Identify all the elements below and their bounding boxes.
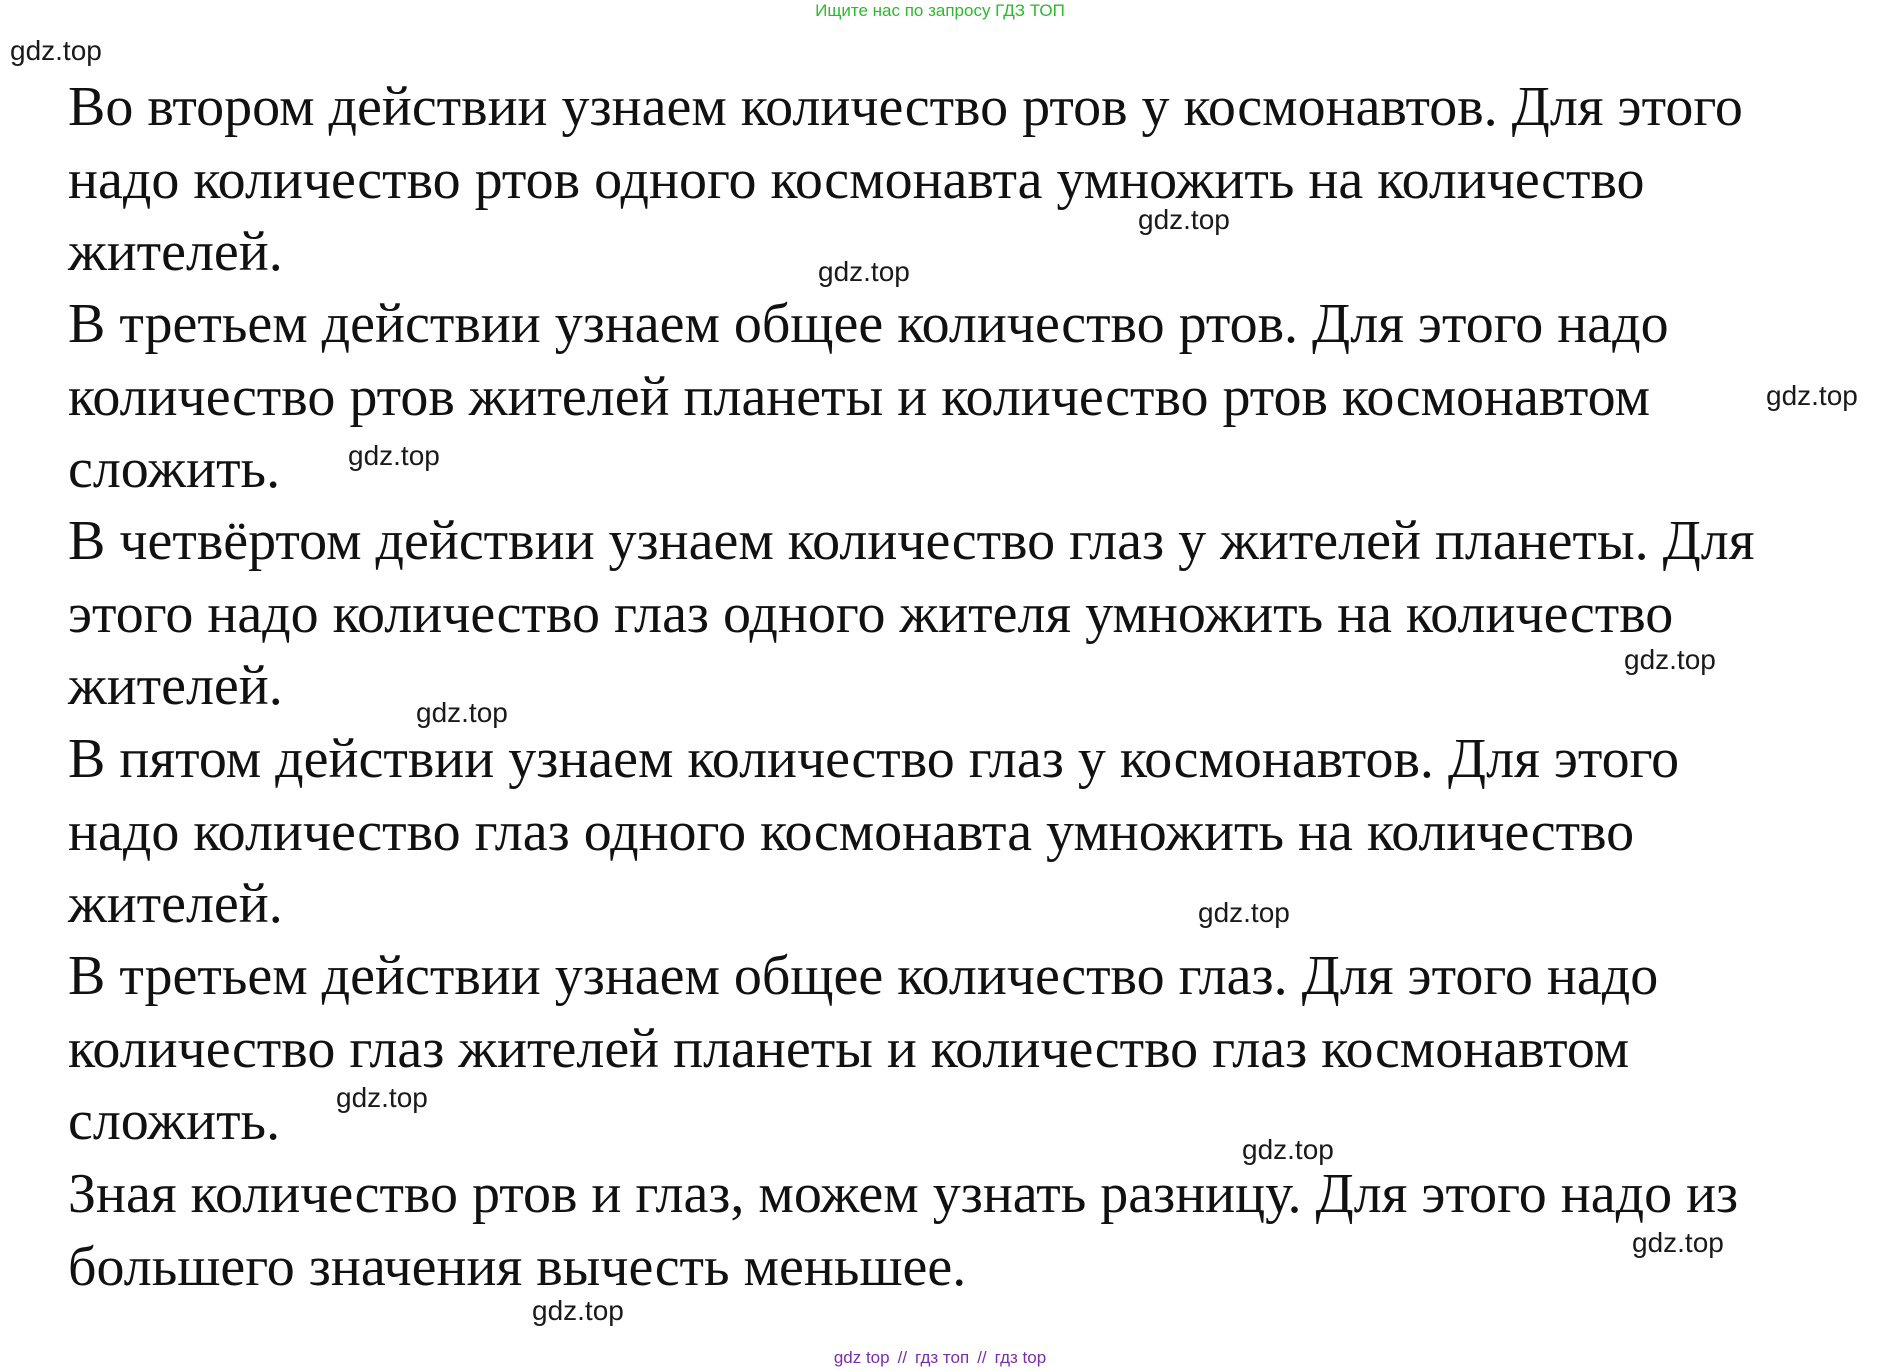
watermark: gdz.top xyxy=(416,697,508,728)
footer-item: gdz top xyxy=(833,1348,890,1367)
bottom-footer xyxy=(0,1347,1880,1369)
paragraph-1 xyxy=(68,71,1858,289)
text-line: В пятом действии узнаем количество глаз у космонавтов. Для этого xyxy=(68,728,1680,790)
footer-item: гдз top xyxy=(994,1348,1047,1367)
text-line: жителей. xyxy=(68,221,283,283)
watermark: gdz.top xyxy=(1198,897,1290,928)
text-line: количество ртов жителей планеты и количество ртов космонавтом xyxy=(68,365,1650,428)
paragraph-2 xyxy=(68,288,1858,506)
watermark: gdz.top xyxy=(532,1295,624,1326)
watermark: gdz.top xyxy=(336,1082,428,1113)
text-line: сложить. xyxy=(68,1090,281,1152)
top-banner: Ищите нас по запросу ГДЗ ТОП xyxy=(815,1,1065,20)
watermark: gdz.top xyxy=(1766,380,1858,411)
paragraph-4 xyxy=(68,723,1858,941)
watermark: gdz.top xyxy=(10,35,102,66)
text-line: В третьем действии узнаем общее количество глаз. Для этого надо xyxy=(68,945,1659,1007)
footer-item: гдз топ xyxy=(915,1348,970,1367)
watermark: gdz.top xyxy=(1632,1227,1724,1258)
watermark: gdz.top xyxy=(1624,644,1716,675)
text-line: сложить. xyxy=(68,438,281,500)
footer-separator: // xyxy=(977,1348,987,1367)
text-line: надо количество глаз одного космонавта умножить на количество xyxy=(68,800,1635,863)
watermark: gdz.top xyxy=(818,256,910,287)
watermark: gdz.top xyxy=(1138,204,1230,235)
watermark: gdz.top xyxy=(348,440,440,471)
watermark: gdz.top xyxy=(1242,1134,1334,1165)
text-line: жителей. xyxy=(68,873,283,935)
text-line: большего значения вычесть меньшее. xyxy=(68,1235,967,1298)
text-line: количество глаз жителей планеты и количество глаз космонавтом xyxy=(68,1017,1630,1080)
paragraph-3 xyxy=(68,505,1858,723)
paragraph-6 xyxy=(68,1158,1858,1303)
text-line: В четвёртом действии узнаем количество глаз у жителей планеты. Для xyxy=(68,510,1755,572)
text-line: жителей. xyxy=(68,655,283,717)
text-line: В третьем действии узнаем общее количество ртов. Для этого надо xyxy=(68,293,1669,355)
text-line: надо количество ртов одного космонавта умножить на количество xyxy=(68,148,1645,211)
text-line: Зная количество ртов и глаз, можем узнать разницу. Для этого надо из xyxy=(68,1163,1739,1225)
text-line: Во втором действии узнаем количество ртов у космонавтов. Для этого xyxy=(68,76,1743,138)
paragraph-5 xyxy=(68,940,1858,1158)
footer-separator: // xyxy=(897,1348,908,1367)
text-line: этого надо количество глаз одного жителя умножить на количество xyxy=(68,582,1674,645)
